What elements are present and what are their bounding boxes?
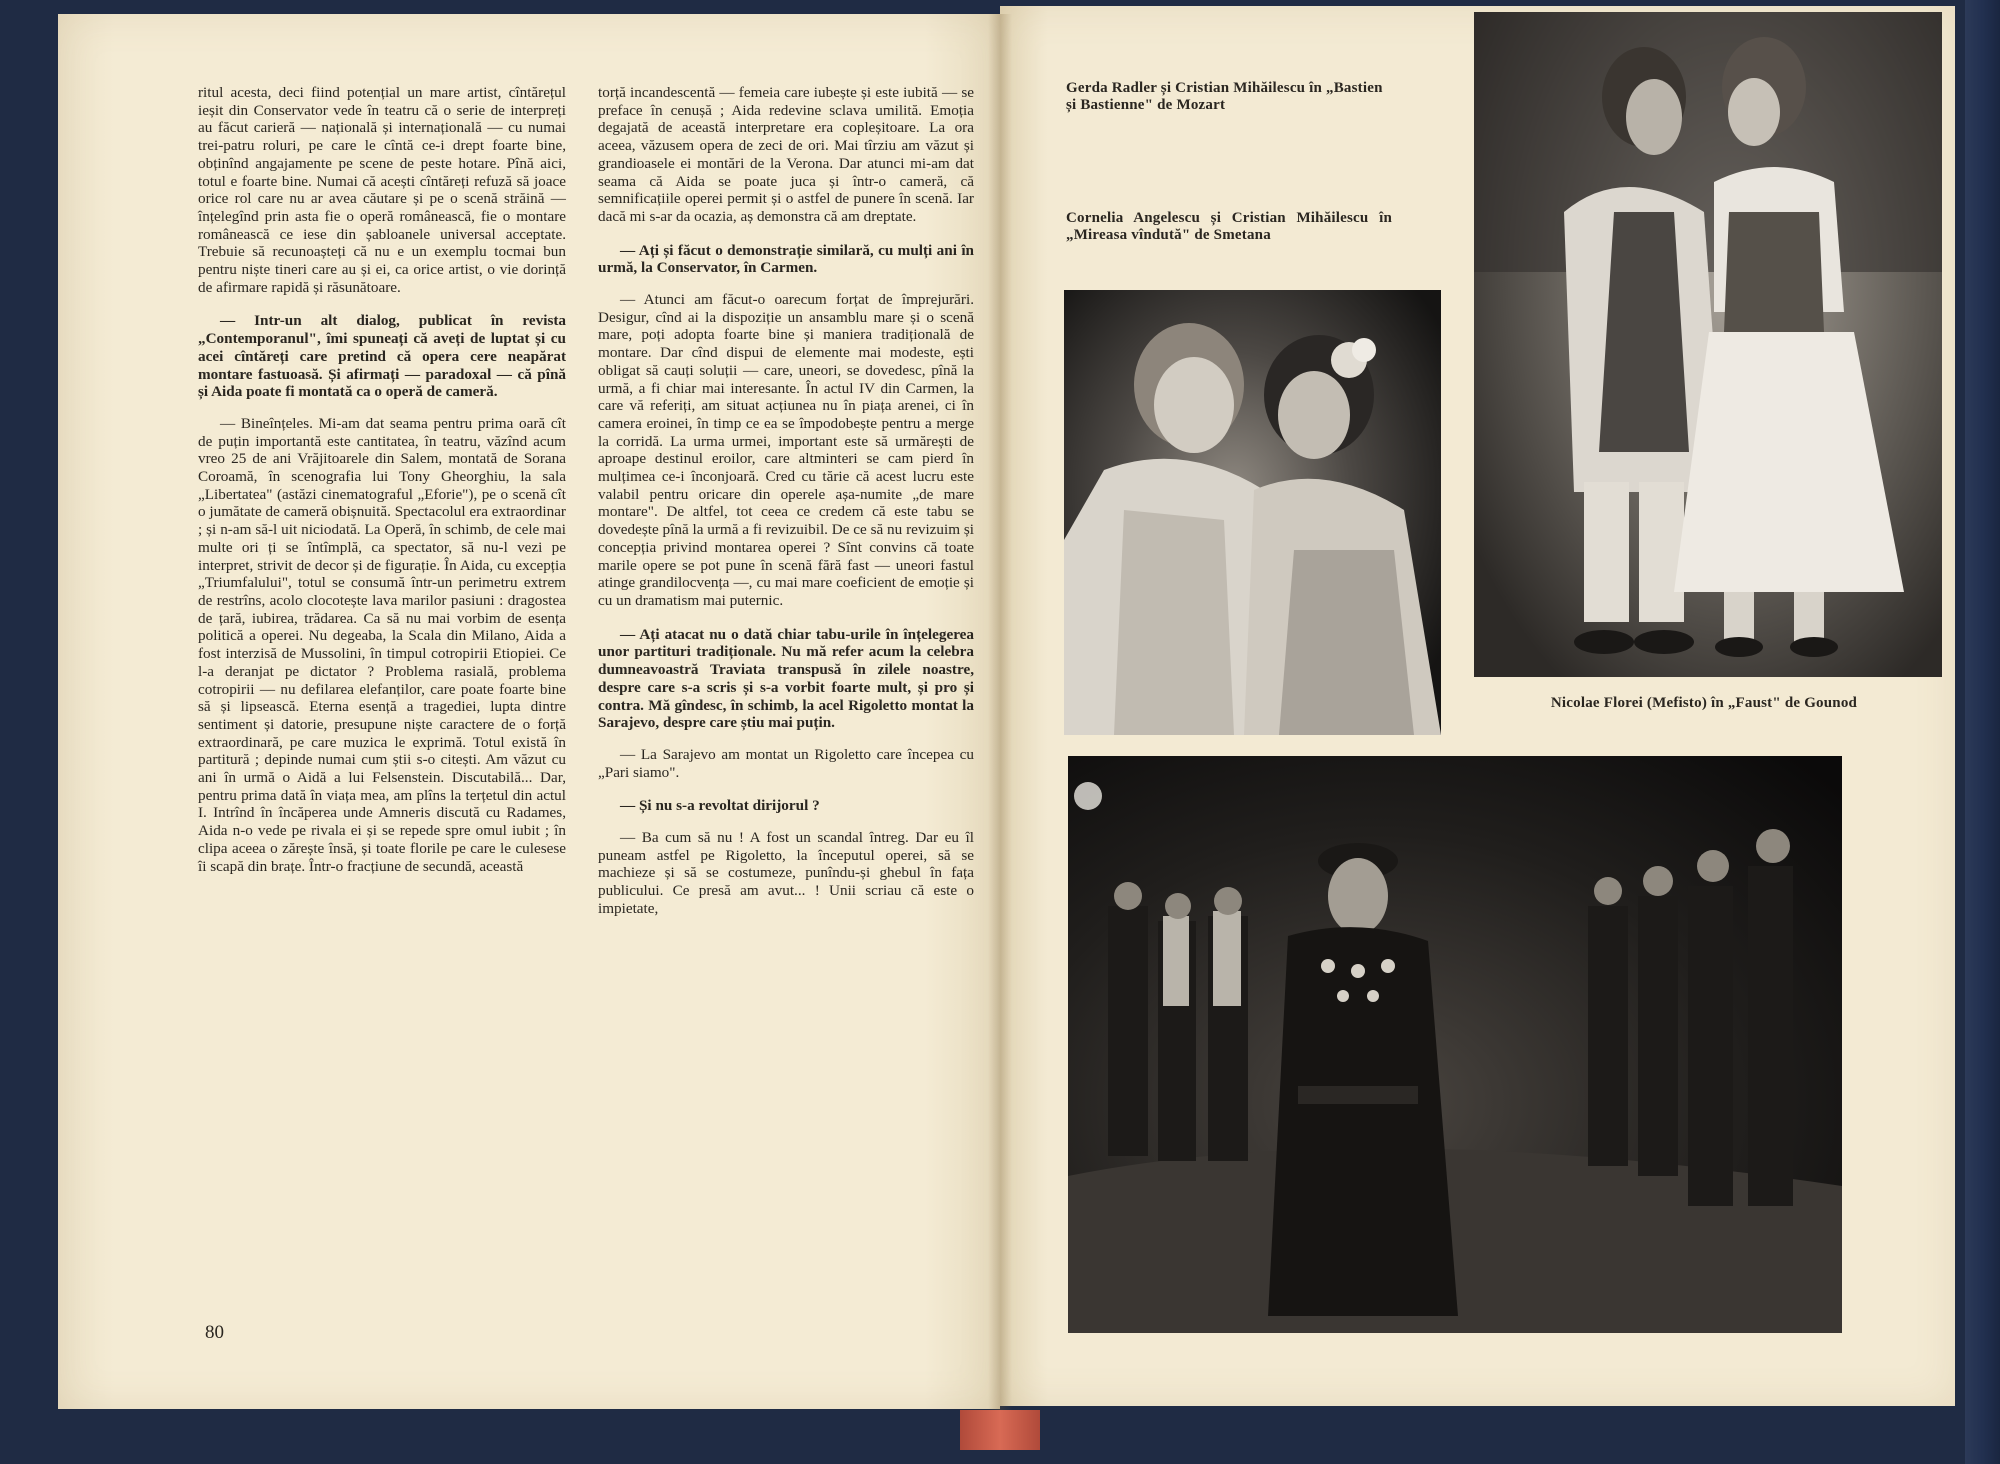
interview-question: — Ați atacat nu o dată chiar tabu-urile în înțelegerea unor partituri tradiționale. Nu mă refer acum la celebra dumneavoastră Traviata transpusă în zilele noastre, despre care s-a scris și s-a vorbit foarte mult, și pro și contra. Mă gîndesc, în schimb, la acel Rigoletto montat la Sarajevo, despre care știu mai puțin. <box>598 625 974 732</box>
interview-question: — Intr-un alt dialog, publicat în revista „Contemporanul", îmi spuneați că aveți de luptat și cu acei cîntăreți care pretind că opera cere neapărat montare fastuoasă. Și afirmați — paradoxal — că pînă și Aida poate fi montată ca o operă de cameră. <box>198 312 566 401</box>
paragraph: — La Sarajevo am montat un Rigoletto care începea cu „Pari siamo". <box>598 745 974 781</box>
photo-figures <box>1068 756 1842 1333</box>
paragraph: ritul acesta, deci fiind potențial un mare artist, cîntărețul ieșit din Conservator vede în teatru că o serie de interpreți au făcut carieră — națională și internațională — cu numai trei-patru roluri, pe care le cîntă ce-i drept foarte bine, obținînd angajamente pe scene de peste hotare. Pînă aici, totul e foarte bine. Numai că acești cîntăreți refuză să joace orice rol care nu ar avea căutare și pe o scenă străină — înțelegînd prin asta fie o operă românească, fie o montare românească ce iese din șabloanele universal acceptate. Trebuie să recunoașteți că nu e un exemplu tocmai bun pentru niște tineri care au și ei, ca orice artist, o vie dorință de afirmare rapidă și răsunătoare. <box>198 84 566 296</box>
page-number: 80 <box>205 1322 224 1343</box>
book-gutter <box>988 14 1012 1414</box>
spine-headband <box>960 1410 1040 1450</box>
text-column-1 <box>198 84 566 875</box>
photo-figures <box>1474 12 1942 677</box>
book-cover-edge <box>1965 0 2000 1464</box>
paragraph: — Atunci am făcut-o oarecum forțat de împrejurări. Desigur, cînd ai la dispoziție un ansamblu mare și o scenă mare, poți adopta foarte bine și maniera tradițională de montare. Dar cînd dispui de elemente mai modeste, ești obligat să cauți soluții — care, uneori, se dovedesc, pînă la urmă, a fi chiar mai interesante. În actul IV din Carmen, la care vă referiți, am situat acțiunea nu în piața arenei, ci în camera eroinei, în timp ce ea se împodobește pentru a merge la corridă. La urma urmei, important este să urmărești de aproape destinul eroilor, care altminteri se cam pierd în mulțimea ce-i înconjoară. Cred cu tărie că acest lucru este valabil pentru oricare din operele așa-numite „de mare montare". De altfel, tot ceea ce credem că este tabu se dovedește pînă la urmă a fi revizuibil. De ce să nu revizuim și concepția privind montarea operei ? Sînt convins că toate marile opere se pot pune în scenă fără fast — uneori fastul atinge grandilocvența —, cu mai mare coeficient de emoție și cu un dramatism mai puternic. <box>598 291 974 609</box>
photo-caption-florei: Nicolae Florei (Mefisto) în „Faust" de Gounod <box>1550 695 1858 711</box>
interview-question: — Și nu s-a revoltat dirijorul ? <box>620 797 820 815</box>
photo-faust-mefisto <box>1068 756 1842 1333</box>
photo-bastien-bastienne <box>1474 12 1942 677</box>
photo-caption-cornelia: Cornelia Angelescu și Cristian Mihăilescu în „Mireasa vîndută" de Smetana <box>1066 210 1392 243</box>
paragraph: torță incandescentă — femeia care iubește și este iubită — se preface în cenușă ; Aida redevine sclava umilită. Emoția degajată de această interpretare era copleșitoare. La ora aceea, văzusem opera de zeci de ori. Mai tîrziu am văzut și grandioasele ei montări de la Verona. Dar atunci mi-am dat seama că Aida se poate juca și într-o cameră, că semnificațiile operei permit și o astfel de punere în scenă. Iar dacă mi s-ar da ocazia, aș demonstra că am dreptate. <box>598 84 974 225</box>
paragraph: — Bineînțeles. Mi-am dat seama pentru prima oară cît de puțin importantă este cantitatea, în teatru, văzînd acum vreo 25 de ani Vrăjitoarele din Salem, montată de Sorana Coroamă, în scenografia lui Tony Gheorghiu, la sala „Libertatea" (astăzi cinematograful „Eforie"), pe o scenă cît o jumătate de cameră obișnuită. Spectacolul era extraordinar ; și n-am să-l uit niciodată. La Operă, în schimb, de cele mai multe ori ți se întîmplă, ca spectator, să nu-l vezi pe interpret, strivit de decor și de figurație. În Aida, cu excepția „Triumfalului", totul se consumă într-un perimetru extrem de restrîns, acolo clocotește lava marilor pasiuni : dragostea de țară, iubirea, trădarea. Ca să nu mai vorbim de esența politică a operei. Nu degeaba, la Scala din Milano, Aida a fost interzisă de Mussolini, în timpul cotropirii Etiopiei. Ce l-a deranjat pe dictator ? Problema rasială, problema cotropirii — nu defilarea elefanților, care poate foarte bine să și lipsească. Eterna esență a tragediei, lupta dintre sentiment și datorie, presupune niște caractere de o forță extraordinară, pe care muzica le exprimă. Totul există în partitură ; depinde numai cum știi s-o citești. Am văzut cu ani în urmă o Aidă a lui Felsenstein. Discutabilă... Dar, pentru prima dată în viața mea, am plîns la terțetul din actul I. Intrînd în încăperea unde Amneris discută cu Radames, Aida n-o vede pe rivala ei și se repede spre omul iubit ; în clipa aceea o zărește însă, și toate florile pe care le culesese îi scapă din brațe. Într-o fracțiune de secundă, această <box>198 414 566 875</box>
photo-mireasa-vinduta <box>1064 290 1441 735</box>
text-column-2 <box>598 84 974 918</box>
photo-caption-gerda: Gerda Radler și Cristian Mihăilescu în „Bastien și Bastienne" de Mozart <box>1066 80 1383 113</box>
paragraph: — Ba cum să nu ! A fost un scandal întreg. Dar eu îl puneam astfel pe Rigoletto, la începutul operei, să se machieze și să se costumeze, punîndu-și ghebul în fața publicului. Ce presă am avut... ! Unii scriau că este o impietate, <box>598 829 974 917</box>
photo-figures <box>1064 290 1441 735</box>
interview-question: — Ați și făcut o demonstrație similară, cu mulți ani în urmă, la Conservator, în Carmen. <box>598 241 974 277</box>
